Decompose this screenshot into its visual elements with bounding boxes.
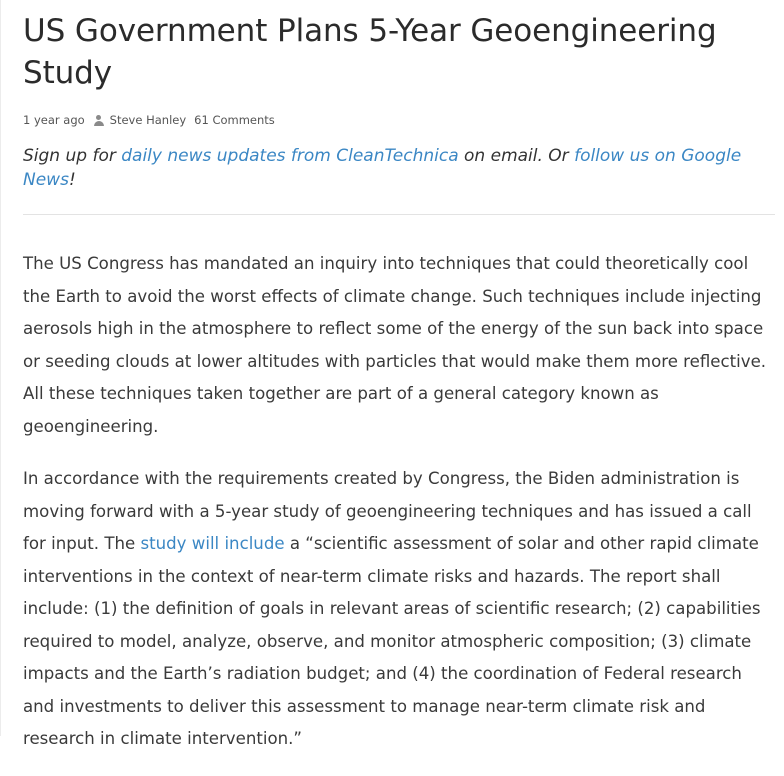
google-news-link[interactable]: follow us on Google News — [23, 146, 742, 190]
article — [23, 10, 775, 776]
page-left-border — [0, 0, 1, 736]
article-title: US Government Plans 5-Year Geoengineering Study — [23, 13, 717, 91]
paragraph-2-before: In accordance with the requirements created by Congress, the Biden administration is moving forward with a 5-year study of geoengineering techniques and has issued a call for input. The — [23, 469, 752, 553]
article-body — [23, 248, 775, 756]
signup-callout — [23, 144, 775, 192]
article-meta — [23, 113, 775, 127]
daily-news-link[interactable]: daily news updates from CleanTechnica — [121, 146, 459, 166]
signup-suffix: ! — [68, 170, 76, 190]
paragraph-2 — [23, 463, 775, 756]
author-link[interactable]: Steve Hanley — [109, 113, 187, 127]
signup-middle: on email. Or — [458, 146, 575, 166]
comments-link[interactable]: 61 Comments — [194, 113, 275, 127]
paragraph-1: The US Congress has mandated an inquiry into techniques that could theoretically cool the Earth to avoid the worst effects of climate change. Such techniques include injecting aerosols high in the atmosphere to reflect some of the energy of the sun back into space or seeding clouds at lower altitudes with particles that would make them more reflective. All these techniques taken together are part of a general category known as geoengineering. — [23, 254, 767, 436]
signup-prefix: Sign up for — [23, 146, 122, 166]
study-link[interactable]: study will include — [140, 534, 285, 553]
paragraph-2-after: a “scientific assessment of solar and other rapid climate interventions in the context of near-term climate risks and hazards. The report shall include: (1) the definition of goals in relevant areas of scientific research; (2) capabilities required to model, analyze, observe, and monitor atmospheric composition; (3) climate impacts and the Earth’s radiation budget; and (4) the coordination of Federal research and investments to deliver this assessment to manage near-term climate risk and research in climate intervention.” — [23, 534, 761, 748]
publish-time: 1 year ago — [23, 113, 85, 127]
user-icon — [94, 115, 104, 126]
divider — [23, 214, 775, 215]
